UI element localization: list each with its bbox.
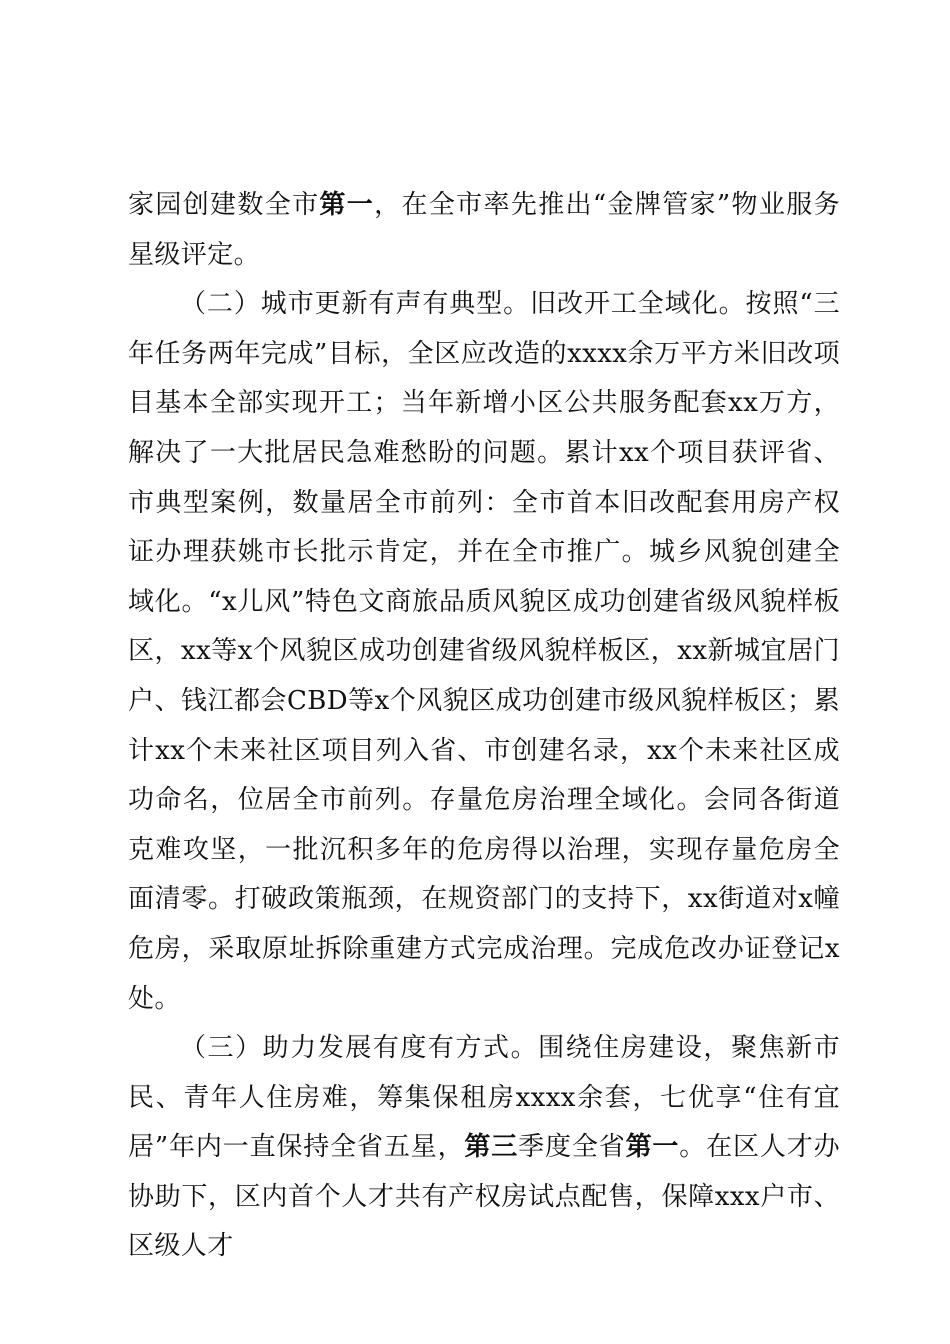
text-segment: 。在区人才办协助下，区内首个人才共有产权房试点配售，保障xxx户市、区级人才 (128, 1132, 840, 1262)
text-segment: ，在全市率先推出“金牌管家”物业服务星级评定。 (128, 190, 840, 270)
document-body (128, 181, 840, 1272)
bold-text-segment: 第一 (625, 1132, 680, 1163)
text-segment: （三）助力发展有度有方式。围绕住房建设，聚焦新市民、青年人住房难，筹集保租房xxxx余套，七优享“住有宜居”年内一直保持全省五星， (128, 1033, 840, 1163)
paragraph-urban-renewal (128, 280, 840, 1024)
text-segment: 季度全省 (518, 1132, 626, 1163)
paragraph-continuation (128, 181, 840, 280)
text-segment: （二）城市更新有声有典型。旧改开工全域化。按照“三年任务两年完成”目标，全区应改造的xxxx余万平方米旧改项目基本全部实现开工；当年新增小区公共服务配套xx万方，解决了一大批居民急难愁盼的问题。累计xx个项目获评省、市典型案例，数量居全市前列：全市首本旧改配套用房产权证办理获姚市长批示肯定，并在全市推广。城乡风貌创建全域化。“x儿风”特色文商旅品质风貌区成功创建省级风貌样板区，xx等x个风貌区成功创建省级风貌样板区，xx新城宜居门户、钱江都会CBD等x个风貌区成功创建市级风貌样板区；累计xx个未来社区项目列入省、市创建名录，xx个未来社区成功命名，位居全市前列。存量危房治理全域化。会同各街道克难攻坚，一批沉积多年的危房得以治理，实现存量危房全面清零。打破政策瓶颈，在规资部门的支持下，xx街道对x幢危房，采取原址拆除重建方式完成治理。完成危改办证登记x处。 (128, 289, 840, 1014)
bold-text-segment: 第三 (464, 1132, 519, 1163)
text-segment: 家园创建数全市 (128, 190, 320, 220)
bold-text-segment: 第一 (319, 190, 375, 220)
paragraph-development-support (128, 1024, 840, 1272)
